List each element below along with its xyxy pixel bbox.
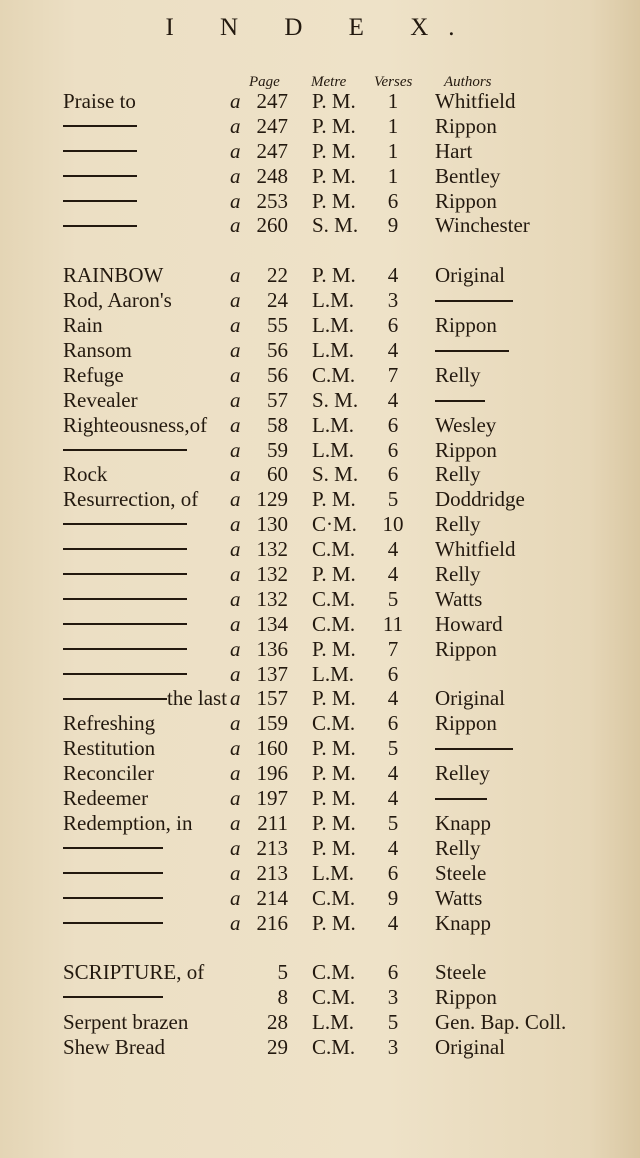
a-marker: a xyxy=(230,113,241,138)
metre-cell: P. M. xyxy=(312,188,356,213)
subject-cell xyxy=(63,612,187,637)
subject-cell xyxy=(63,811,193,836)
page-cell: 130 xyxy=(256,512,288,537)
metre-cell: L.M. xyxy=(312,1010,354,1035)
subject-text: Redemption, in xyxy=(63,810,193,835)
a-marker: a xyxy=(230,636,241,661)
a-marker: a xyxy=(230,835,241,860)
verses-cell: 11 xyxy=(382,611,404,636)
metre-cell: C.M. xyxy=(312,985,356,1010)
page-cell: 134 xyxy=(256,611,288,636)
a-marker: a xyxy=(230,437,241,462)
page-cell: 24 xyxy=(267,288,288,313)
page-cell: 59 xyxy=(267,437,288,462)
page-cell: 197 xyxy=(256,786,288,811)
ditto-dash xyxy=(63,598,187,600)
table-row xyxy=(0,114,640,139)
author-cell: Original xyxy=(435,1035,505,1060)
verses-cell: 6 xyxy=(387,412,399,437)
page-cell: 216 xyxy=(256,910,288,935)
subject-cell xyxy=(63,686,227,711)
author-cell: Whitfield xyxy=(435,89,516,113)
header-verses: Verses xyxy=(374,74,413,90)
author-ditto-dash xyxy=(435,350,509,352)
header-authors: Authors xyxy=(444,74,492,90)
ditto-dash xyxy=(63,623,187,625)
verses-cell: 6 xyxy=(387,437,399,462)
verses-cell: 4 xyxy=(387,387,399,412)
a-marker: a xyxy=(230,611,241,636)
subject-cell xyxy=(63,388,138,413)
subject-cell xyxy=(63,786,148,811)
metre-cell: C·M. xyxy=(312,512,357,537)
table-row xyxy=(0,487,640,512)
table-row xyxy=(0,462,640,487)
author-cell: Rippon xyxy=(435,188,497,213)
author-cell: Bentley xyxy=(435,163,501,188)
table-row xyxy=(0,587,640,612)
table-row xyxy=(0,1010,640,1035)
a-marker: a xyxy=(230,711,241,736)
subject-cell xyxy=(63,711,155,736)
a-marker: a xyxy=(230,89,241,113)
verses-cell: 1 xyxy=(387,89,399,113)
subject-cell xyxy=(63,886,163,911)
page-cell: 28 xyxy=(267,1010,288,1035)
metre-cell: S. M. xyxy=(312,462,359,487)
subject-cell xyxy=(63,213,137,238)
ditto-dash xyxy=(63,548,187,550)
a-marker: a xyxy=(230,562,241,587)
verses-cell: 6 xyxy=(387,661,399,686)
metre-cell: C.M. xyxy=(312,1035,356,1060)
page-cell: 29 xyxy=(267,1035,288,1060)
a-marker: a xyxy=(230,263,241,288)
author-cell: Gen. Bap. Coll. xyxy=(435,1010,567,1035)
table-row xyxy=(0,263,640,288)
table-row xyxy=(0,413,640,438)
author-cell: Knapp xyxy=(435,810,491,835)
page-cell: 56 xyxy=(267,362,288,387)
subject-cell xyxy=(63,413,207,438)
table-row xyxy=(0,388,640,413)
page-cell: 57 xyxy=(267,387,288,412)
subject-text: Refreshing xyxy=(63,711,156,736)
subject-cell xyxy=(63,189,137,214)
verses-cell: 9 xyxy=(387,885,399,910)
table-row xyxy=(0,164,640,189)
table-row xyxy=(0,911,640,936)
author-cell: Wesley xyxy=(435,412,497,437)
table-row xyxy=(0,985,640,1010)
subject-cell xyxy=(63,960,204,985)
subject-cell xyxy=(63,512,187,537)
subject-cell xyxy=(63,438,187,463)
table-row xyxy=(0,736,640,761)
metre-cell: C.M. xyxy=(312,362,356,387)
ditto-dash xyxy=(63,125,137,127)
header-metre: Metre xyxy=(311,74,347,90)
subject-cell xyxy=(63,263,163,288)
subject-cell xyxy=(63,761,154,786)
table-row xyxy=(0,811,640,836)
author-cell: Whitfield xyxy=(435,537,516,562)
page-cell: 248 xyxy=(256,163,288,188)
page-cell: 260 xyxy=(256,213,288,238)
subject-cell xyxy=(63,462,107,487)
ditto-dash xyxy=(63,996,163,998)
ditto-dash xyxy=(63,175,137,177)
author-cell: Relly xyxy=(435,362,481,387)
metre-cell: P. M. xyxy=(312,263,356,288)
subject-text: Praise to xyxy=(63,89,136,113)
table-row xyxy=(0,189,640,214)
verses-cell: 5 xyxy=(387,1010,399,1035)
author-cell: Rippon xyxy=(435,711,497,736)
page-cell: 136 xyxy=(256,636,288,661)
page-cell: 214 xyxy=(256,885,288,910)
page-cell: 213 xyxy=(256,860,288,885)
page-cell: 247 xyxy=(256,89,288,113)
author-cell: Rippon xyxy=(435,437,497,462)
subject-text: Shew Bread xyxy=(63,1035,166,1060)
a-marker: a xyxy=(230,512,241,537)
verses-cell: 5 xyxy=(387,586,399,611)
table-row xyxy=(0,139,640,164)
header-page: Page xyxy=(249,74,280,90)
verses-cell: 3 xyxy=(387,288,399,313)
verses-cell: 10 xyxy=(382,512,404,537)
author-cell: Winchester xyxy=(435,213,530,238)
verses-cell: 4 xyxy=(387,537,399,562)
metre-cell: P. M. xyxy=(312,736,356,761)
a-marker: a xyxy=(230,885,241,910)
subject-cell xyxy=(63,836,163,861)
a-marker: a xyxy=(230,412,241,437)
verses-cell: 3 xyxy=(387,985,399,1010)
metre-cell: P. M. xyxy=(312,786,356,811)
metre-cell: L.M. xyxy=(312,412,354,437)
a-marker: a xyxy=(230,860,241,885)
metre-cell: L.M. xyxy=(312,860,354,885)
metre-cell: L.M. xyxy=(312,313,354,338)
a-marker: a xyxy=(230,661,241,686)
table-row xyxy=(0,861,640,886)
subject-cell xyxy=(63,313,103,338)
author-cell: Original xyxy=(435,686,505,711)
ditto-dash xyxy=(63,648,187,650)
table-row xyxy=(0,761,640,786)
metre-cell: P. M. xyxy=(312,163,356,188)
author-cell: Relly xyxy=(435,512,481,537)
subject-cell xyxy=(63,662,187,687)
metre-cell: C.M. xyxy=(312,885,356,910)
table-row xyxy=(0,662,640,687)
verses-cell: 6 xyxy=(387,188,399,213)
a-marker: a xyxy=(230,910,241,935)
verses-cell: 5 xyxy=(387,487,399,512)
metre-cell: P. M. xyxy=(312,810,356,835)
table-row xyxy=(0,438,640,463)
subject-text: Righteousness,of xyxy=(63,412,208,437)
page-cell: 247 xyxy=(256,138,288,163)
author-cell: Relley xyxy=(435,761,490,786)
page-cell: 159 xyxy=(256,711,288,736)
subject-text: Reconciler xyxy=(63,761,154,786)
metre-cell: C.M. xyxy=(312,537,356,562)
verses-cell: 4 xyxy=(387,686,399,711)
author-cell: Watts xyxy=(435,885,483,910)
table-row xyxy=(0,213,640,238)
author-ditto-dash xyxy=(435,400,485,402)
metre-cell: P. M. xyxy=(312,761,356,786)
author-cell: Watts xyxy=(435,586,483,611)
subject-text: SCRIPTURE, of xyxy=(63,960,205,985)
verses-cell: 3 xyxy=(387,1035,399,1060)
subject-text: Resurrection, of xyxy=(63,487,199,512)
author-cell: Steele xyxy=(435,960,487,985)
page-cell: 132 xyxy=(256,562,288,587)
table-row xyxy=(0,711,640,736)
metre-cell: P. M. xyxy=(312,835,356,860)
subject-text: Revealer xyxy=(63,387,138,412)
verses-cell: 6 xyxy=(387,860,399,885)
metre-cell: C.M. xyxy=(312,711,356,736)
table-row xyxy=(0,537,640,562)
ditto-dash xyxy=(63,573,187,575)
a-marker: a xyxy=(230,786,241,811)
metre-cell: C.M. xyxy=(312,960,356,985)
author-cell: Howard xyxy=(435,611,503,636)
metre-cell: L.M. xyxy=(312,661,354,686)
page-cell: 247 xyxy=(256,113,288,138)
author-cell: Hart xyxy=(435,138,473,163)
a-marker: a xyxy=(230,313,241,338)
page-cell: 137 xyxy=(256,661,288,686)
verses-cell: 6 xyxy=(387,711,399,736)
metre-cell: P. M. xyxy=(312,686,356,711)
verses-cell: 4 xyxy=(387,562,399,587)
a-marker: a xyxy=(230,761,241,786)
ditto-dash xyxy=(63,449,187,451)
subject-cell xyxy=(63,985,163,1010)
index-table xyxy=(0,89,640,1060)
a-marker: a xyxy=(230,462,241,487)
table-row xyxy=(0,363,640,388)
a-marker: a xyxy=(230,387,241,412)
subject-cell xyxy=(63,861,163,886)
metre-cell: P. M. xyxy=(312,113,356,138)
page-cell: 160 xyxy=(256,736,288,761)
table-row xyxy=(0,786,640,811)
verses-cell: 4 xyxy=(387,786,399,811)
verses-cell: 5 xyxy=(387,736,399,761)
page-cell: 56 xyxy=(267,338,288,363)
table-row xyxy=(0,960,640,985)
subject-cell xyxy=(63,114,137,139)
subject-text: Ransom xyxy=(63,338,132,363)
subject-text: Restitution xyxy=(63,736,156,761)
metre-cell: S. M. xyxy=(312,387,359,412)
metre-cell: C.M. xyxy=(312,611,356,636)
metre-cell: L.M. xyxy=(312,437,354,462)
table-row xyxy=(0,1035,640,1060)
a-marker: a xyxy=(230,736,241,761)
a-marker: a xyxy=(230,288,241,313)
subject-text: Serpent brazen xyxy=(63,1010,189,1035)
author-cell: Relly xyxy=(435,562,481,587)
ditto-dash xyxy=(63,150,137,152)
verses-cell: 9 xyxy=(387,213,399,238)
a-marker: a xyxy=(230,487,241,512)
table-row xyxy=(0,512,640,537)
page-cell: 129 xyxy=(256,487,288,512)
metre-cell: P. M. xyxy=(312,487,356,512)
subject-cell xyxy=(63,562,187,587)
a-marker: a xyxy=(230,586,241,611)
verses-cell: 6 xyxy=(387,313,399,338)
author-cell: Relly xyxy=(435,835,481,860)
page-cell: 22 xyxy=(267,263,288,288)
verses-cell: 5 xyxy=(387,810,399,835)
page-cell: 132 xyxy=(256,537,288,562)
table-row xyxy=(0,637,640,662)
metre-cell: C.M. xyxy=(312,586,356,611)
a-marker: a xyxy=(230,686,241,711)
page-cell: 60 xyxy=(267,462,288,487)
subject-text: RAINBOW xyxy=(63,263,164,288)
verses-cell: 7 xyxy=(387,636,399,661)
author-cell: Doddridge xyxy=(435,487,525,512)
verses-cell: 4 xyxy=(387,835,399,860)
subject-cell xyxy=(63,736,155,761)
ditto-dash xyxy=(63,872,163,874)
page-cell: 58 xyxy=(267,412,288,437)
table-row xyxy=(0,562,640,587)
subject-cell xyxy=(63,1035,165,1060)
verses-cell: 4 xyxy=(387,338,399,363)
author-cell: Relly xyxy=(435,462,481,487)
a-marker: a xyxy=(230,362,241,387)
page-cell: 213 xyxy=(256,835,288,860)
verses-cell: 4 xyxy=(387,910,399,935)
a-marker: a xyxy=(230,138,241,163)
page-cell: 157 xyxy=(256,686,288,711)
subject-cell xyxy=(63,537,187,562)
subject-cell xyxy=(63,164,137,189)
verses-cell: 7 xyxy=(387,362,399,387)
author-cell: Rippon xyxy=(435,313,497,338)
metre-cell: P. M. xyxy=(312,562,356,587)
subject-cell xyxy=(63,637,187,662)
a-marker: a xyxy=(230,188,241,213)
subject-cell xyxy=(63,911,163,936)
page-cell: 8 xyxy=(277,985,288,1010)
table-row xyxy=(0,836,640,861)
author-ditto-dash xyxy=(435,300,513,302)
author-cell: Knapp xyxy=(435,910,491,935)
metre-cell: P. M. xyxy=(312,636,356,661)
page-cell: 55 xyxy=(267,313,288,338)
verses-cell: 1 xyxy=(387,138,399,163)
page-cell: 196 xyxy=(256,761,288,786)
author-ditto-dash xyxy=(435,798,487,800)
author-cell: Original xyxy=(435,263,505,288)
a-marker: a xyxy=(230,163,241,188)
ditto-dash xyxy=(63,847,163,849)
ditto-dash xyxy=(63,698,167,700)
subject-text: the last xyxy=(167,686,228,711)
verses-cell: 6 xyxy=(387,462,399,487)
subject-text: Rod, Aaron's xyxy=(63,288,172,313)
subject-cell xyxy=(63,139,137,164)
subject-cell xyxy=(63,363,124,388)
author-cell: Steele xyxy=(435,860,487,885)
ditto-dash xyxy=(63,225,137,227)
ditto-dash xyxy=(63,922,163,924)
subject-cell xyxy=(63,288,172,313)
subject-text: Rain xyxy=(63,313,103,338)
author-cell: Rippon xyxy=(435,636,497,661)
page-cell: 5 xyxy=(277,960,288,985)
table-row xyxy=(0,686,640,711)
table-row xyxy=(0,89,640,114)
subject-cell xyxy=(63,1010,188,1035)
verses-cell: 4 xyxy=(387,263,399,288)
verses-cell: 1 xyxy=(387,163,399,188)
metre-cell: L.M. xyxy=(312,338,354,363)
subject-cell xyxy=(63,89,136,114)
table-row xyxy=(0,886,640,911)
table-row xyxy=(0,288,640,313)
subject-cell xyxy=(63,487,198,512)
a-marker: a xyxy=(230,213,241,238)
a-marker: a xyxy=(230,338,241,363)
metre-cell: P. M. xyxy=(312,138,356,163)
table-row xyxy=(0,313,640,338)
metre-cell: P. M. xyxy=(312,89,356,113)
subject-cell xyxy=(63,587,187,612)
subject-text: Redeemer xyxy=(63,786,149,811)
ditto-dash xyxy=(63,897,163,899)
subject-text: Refuge xyxy=(63,362,124,387)
page-title: I N D E X. xyxy=(165,14,475,41)
page-cell: 253 xyxy=(256,188,288,213)
verses-cell: 6 xyxy=(387,960,399,985)
author-cell: Rippon xyxy=(435,113,497,138)
metre-cell: P. M. xyxy=(312,910,356,935)
ditto-dash xyxy=(63,523,187,525)
ditto-dash xyxy=(63,673,187,675)
subject-text: Rock xyxy=(63,462,108,487)
subject-cell xyxy=(63,338,132,363)
author-ditto-dash xyxy=(435,748,513,750)
verses-cell: 1 xyxy=(387,113,399,138)
table-row xyxy=(0,612,640,637)
metre-cell: L.M. xyxy=(312,288,354,313)
a-marker: a xyxy=(230,810,241,835)
metre-cell: S. M. xyxy=(312,213,359,238)
author-cell: Rippon xyxy=(435,985,497,1010)
page-cell: 211 xyxy=(257,810,288,835)
ditto-dash xyxy=(63,200,137,202)
a-marker: a xyxy=(230,537,241,562)
page-cell: 132 xyxy=(256,586,288,611)
verses-cell: 4 xyxy=(387,761,399,786)
table-row xyxy=(0,338,640,363)
